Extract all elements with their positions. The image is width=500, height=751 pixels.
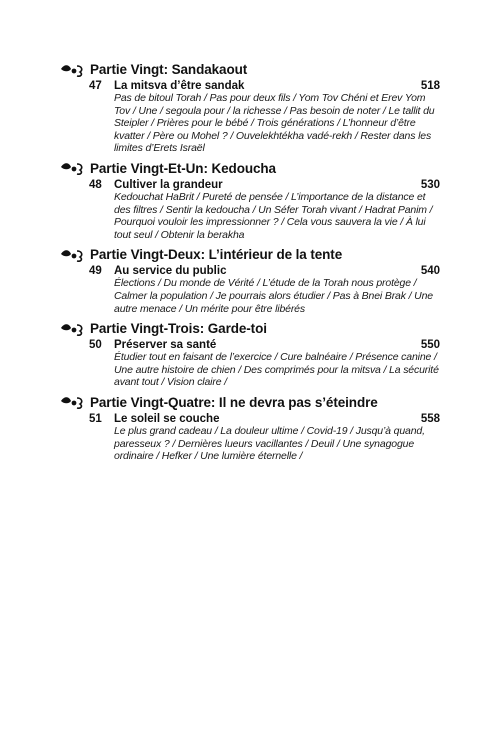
chapter-page: 518 (420, 80, 440, 92)
part-heading (60, 161, 440, 176)
chapter-title: Le soleil se couche (114, 412, 220, 425)
chapter-title: Cultiver la grandeur (114, 178, 223, 191)
leaf-ornament-icon (60, 395, 84, 409)
chapter-entry (89, 179, 440, 241)
chapter-page: 558 (420, 412, 440, 425)
chapter-number: 50 (89, 339, 102, 352)
chapter-title: Préserver sa santé (114, 339, 217, 352)
chapter-page: 550 (420, 339, 440, 352)
chapter-subtopics: Kedouchat HaBrit / Pureté de pensée / L’importance de la distance et des filtres / Sentir la kedoucha / Un Séfer Torah vivant / Hadrat Panim / Pourquoi vouloir les impressionner ? / Cela vous sauvera la vie / À lui tout seul / Obtenir la berakha (114, 190, 433, 241)
chapter-entry (89, 413, 440, 463)
chapter-entry (89, 265, 440, 315)
part-section (60, 321, 440, 389)
chapter-number: 47 (89, 80, 102, 92)
chapter-number: 49 (89, 265, 102, 278)
part-heading (60, 62, 440, 77)
part-section (60, 161, 440, 241)
leaf-ornament-icon (60, 248, 84, 262)
part-title: Partie Vingt-Deux: L’intérieur de la tente (90, 247, 343, 263)
chapter-entry (89, 339, 440, 389)
part-title: Partie Vingt-Trois: Garde-toi (90, 321, 267, 337)
part-title: Partie Vingt: Sandakaout (90, 62, 248, 77)
part-section (60, 62, 440, 155)
part-section (60, 395, 440, 463)
chapter-subtopics: Élections / Du monde de Vérité / L’étude de la Torah nous protège / Calmer la population / Je pourrais alors étudier / Pas à Bnei Brak / Une autre menace / Un mérite pour être libérés (114, 277, 433, 315)
chapter-title: Au service du public (114, 265, 227, 278)
chapter-number: 48 (89, 178, 102, 191)
part-title: Partie Vingt-Et-Un: Kedoucha (90, 160, 276, 176)
leaf-ornament-icon (60, 63, 84, 77)
leaf-ornament-icon (60, 161, 84, 175)
table-of-contents (60, 62, 440, 469)
part-heading (60, 321, 440, 336)
chapter-number: 51 (89, 412, 102, 425)
part-heading (60, 247, 440, 262)
part-heading (60, 395, 440, 410)
chapter-subtopics: Étudier tout en faisant de l’exercice / Cure balnéaire / Présence canine / Une autre histoire de chien / Des comprimés pour la mitsva / La sécurité avant tout / Vision claire / (114, 351, 439, 389)
chapter-subtopics: Pas de bitoul Torah / Pas pour deux fils / Yom Tov Chéni et Erev Yom Tov / Une / segoula pour / la richesse / Pas besoin de noter / Le tallit du Steipler / Prières pour le bébé / Trois générations / L’honneur d’être kvatter / Père ou Mohel ? / Ouvelekhtékha vadé-rekh / Rester dans les limites d’Erets Israël (114, 92, 435, 155)
chapter-entry (89, 80, 440, 155)
chapter-page: 540 (420, 265, 440, 278)
part-title: Partie Vingt-Quatre: Il ne devra pas s’éteindre (90, 394, 378, 410)
chapter-title: La mitsva d’être sandak (114, 80, 245, 92)
part-section (60, 247, 440, 315)
chapter-subtopics: Le plus grand cadeau / La douleur ultime / Covid-19 / Jusqu’à quand, paresseux ? / Dernières lueurs vacillantes / Deuil / Une synagogue ordinaire / Hefker / Une lumière éternelle / (114, 424, 425, 463)
chapter-page: 530 (420, 178, 440, 191)
leaf-ornament-icon (60, 322, 84, 336)
